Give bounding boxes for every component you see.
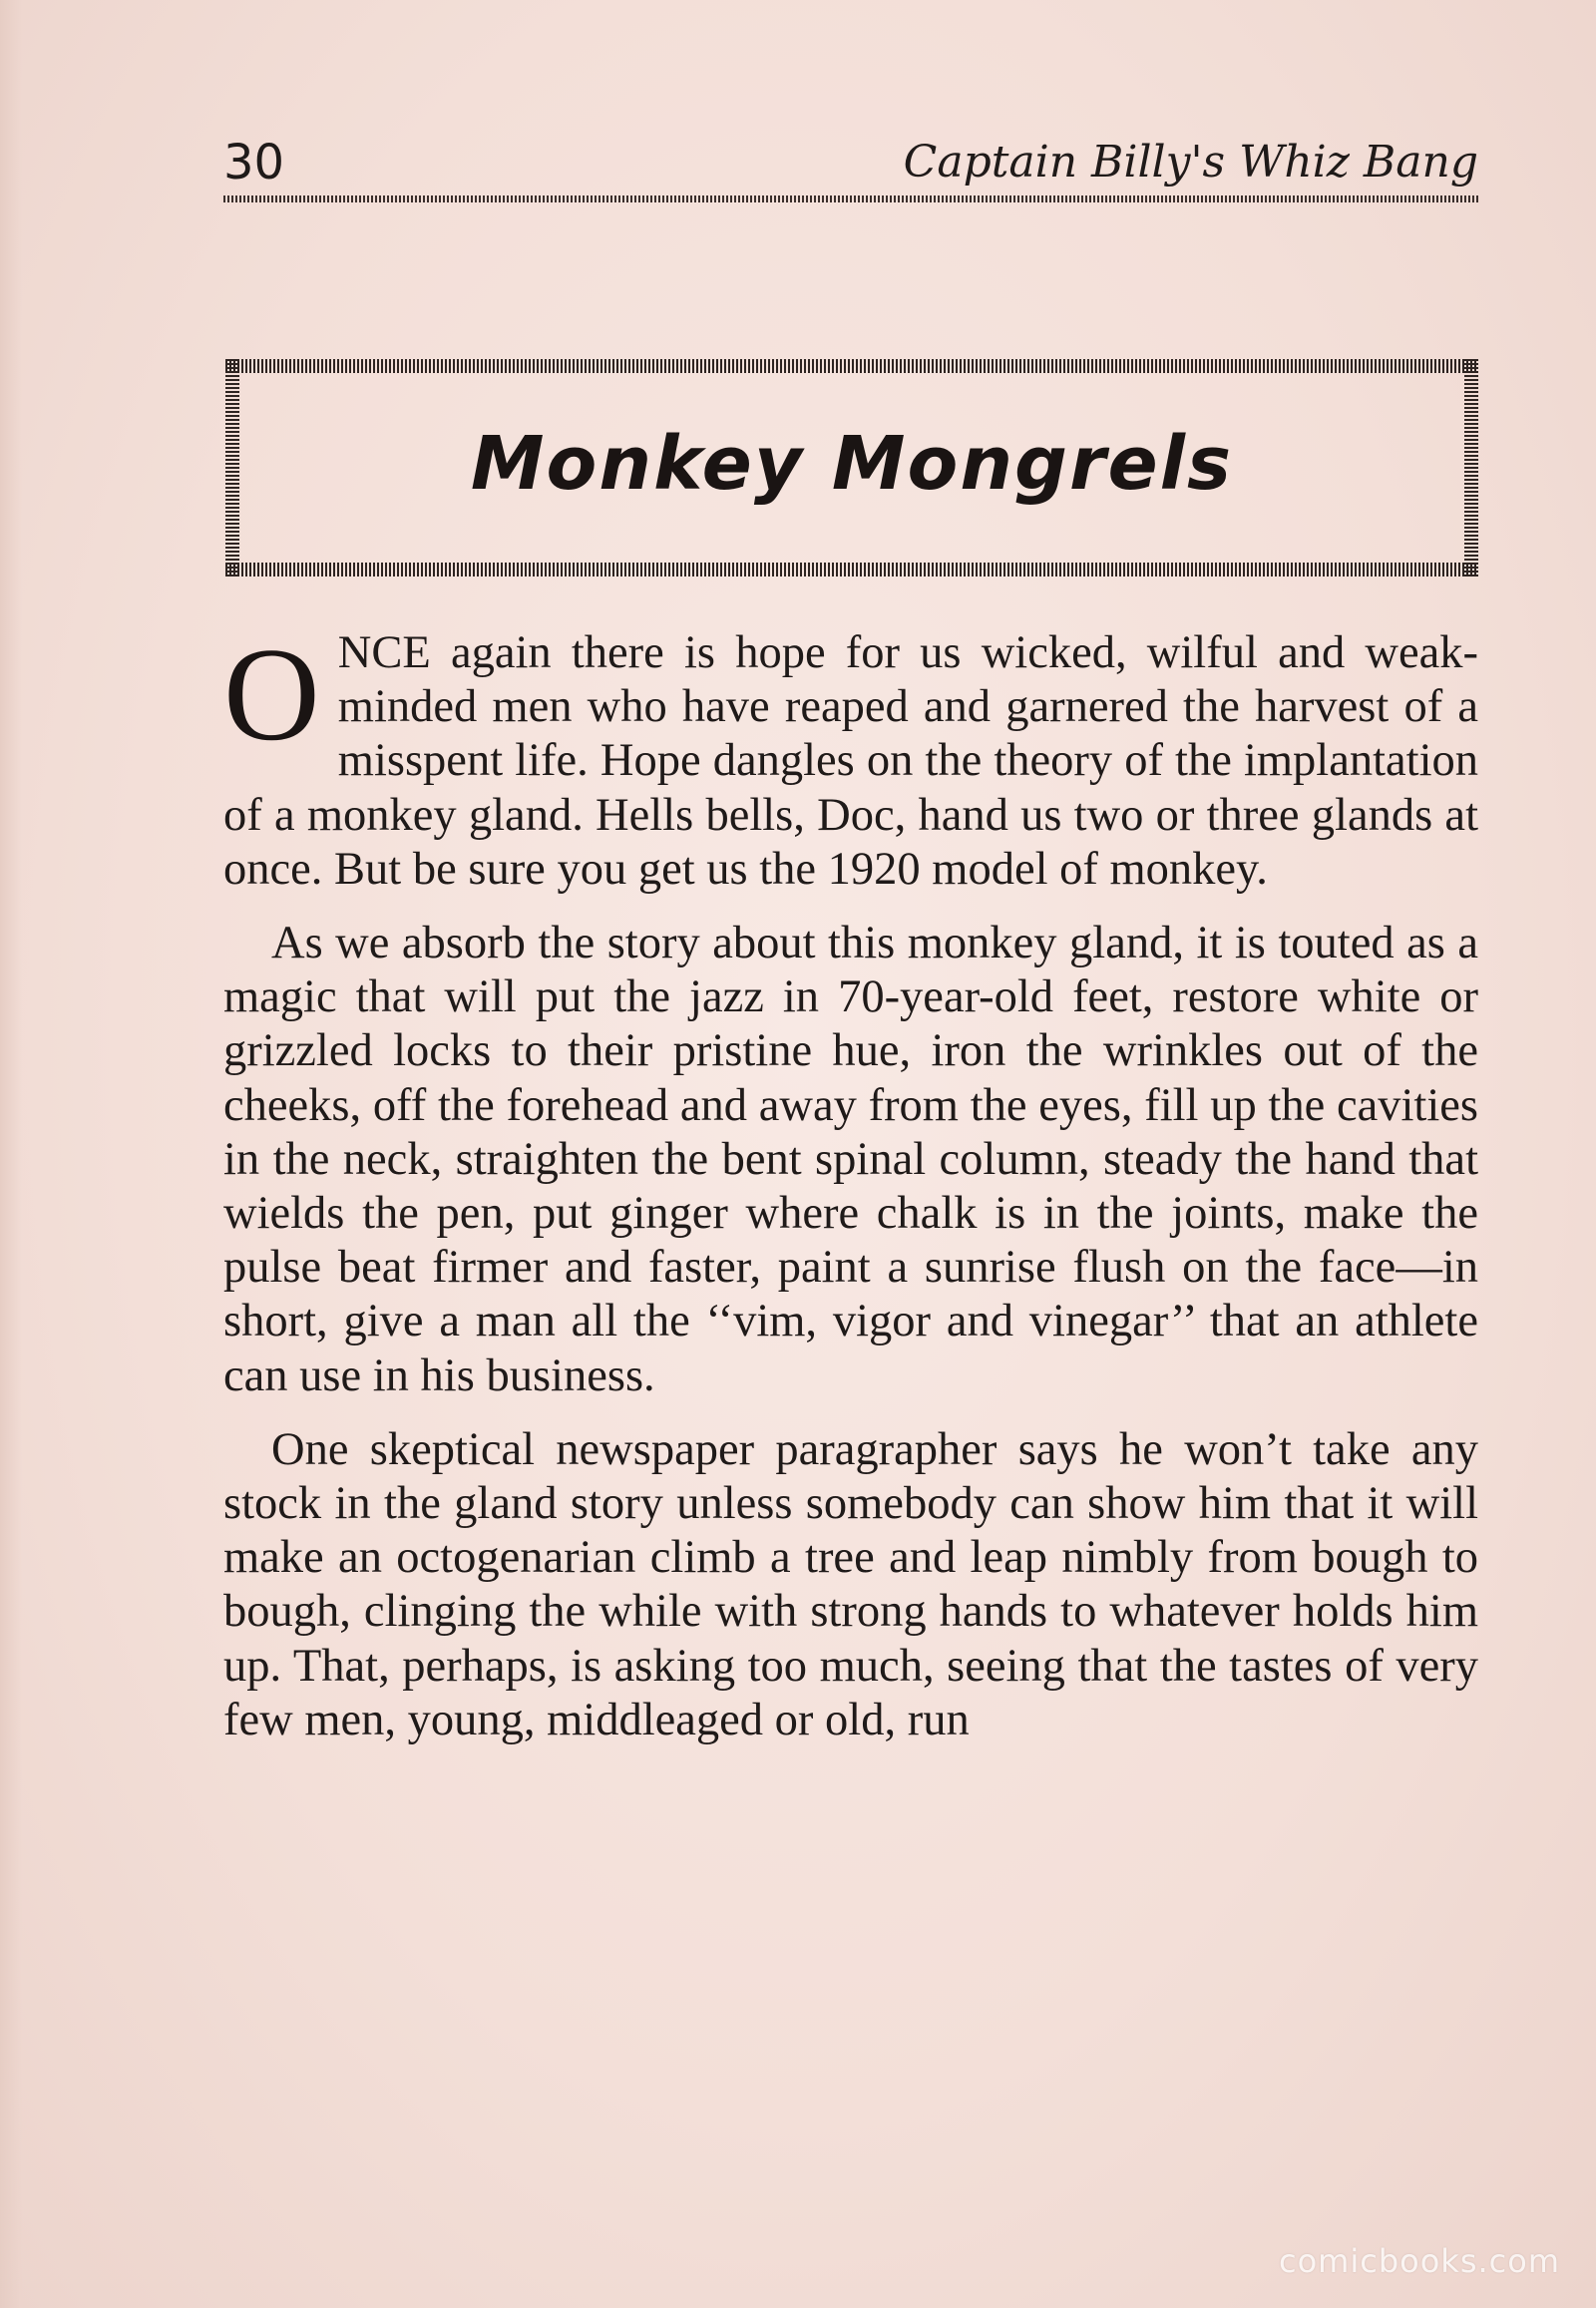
running-title: Captain Billy's Whiz Bang — [903, 137, 1478, 188]
paragraph-2: As we absorb the story about this monkey gland, it is touted as a magic that will put the jazz in 70-year-old feet, restore white or grizzled locks to their pristine hue, iron the wrinkles out of the cheeks, off the forehead and away from the eyes, fill up the cavities in the neck, straighten the bent spinal column, steady the hand that wields the pen, put ginger where chalk is in the joints, make the pulse beat firmer and faster, paint a sunrise flush on the face—in short, give a man all the ‘‘vim, vigor and vinegar’’ that an athlete can use in his business. — [223, 918, 1478, 1401]
page-header — [223, 135, 1478, 194]
page-number: 30 — [223, 135, 285, 191]
drop-cap: O — [223, 620, 320, 768]
title-box — [225, 359, 1478, 577]
paragraph-1 — [223, 620, 1478, 897]
article-body — [223, 620, 1478, 1767]
title-box-rule-top — [225, 359, 1478, 373]
page-edge-shadow — [0, 0, 22, 2308]
paragraph-3: One skeptical newspaper paragrapher says he won’t take any stock in the gland story unless somebody can show him that it will make an octogenarian climb a tree and leap nimbly from bough to bough, clinging the while with strong hands to whatever holds him up. That, perhaps, is asking too much, seeing that the tastes of very few men, young, middleaged or old, run — [223, 1423, 1478, 1745]
title-box-rule-bottom — [225, 563, 1478, 577]
article-title: Monkey Mongrels — [470, 421, 1234, 507]
watermark: comicbooks.com — [1278, 2242, 1560, 2280]
header-rule — [223, 195, 1478, 202]
paragraph-1-text: NCE again there is hope for us wicked, wilful and weak-minded men who have reaped and garnered the harvest of a misspent life. Hope dangles on the theory of the implantation of a monkey gland. Hells bells, Doc, hand us two or three glands at once. But be sure you get us the 1920 model of monkey. — [223, 627, 1478, 895]
